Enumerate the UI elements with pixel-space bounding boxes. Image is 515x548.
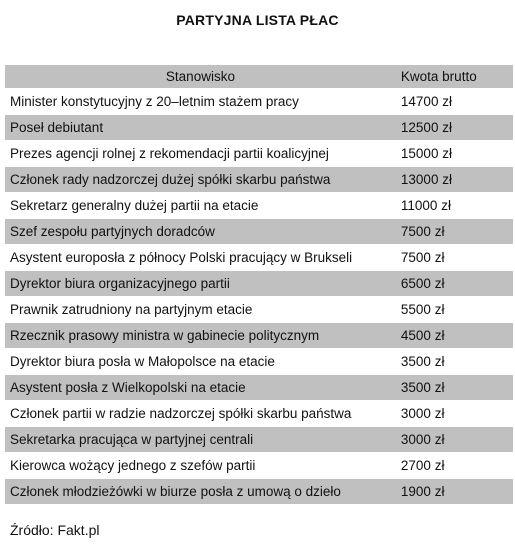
amount-cell: 2700 zł: [396, 453, 513, 479]
table-row: [5, 323, 513, 349]
table-row: [5, 115, 513, 141]
table-row: [5, 193, 513, 219]
position-cell: Prezes agencji rolnej z rekomendacji partii koalicyjnej: [5, 141, 396, 167]
position-cell: Minister konstytucyjny z 20–letnim stażem pracy: [5, 89, 396, 115]
position-cell: Dyrektor biura organizacyjnego partii: [5, 271, 396, 297]
amount-cell: 14700 zł: [396, 89, 513, 115]
position-cell: Sekretarka pracująca w partyjnej centrali: [5, 427, 396, 453]
table-row: [5, 453, 513, 479]
table-row: [5, 375, 513, 401]
amount-cell: 7500 zł: [396, 245, 513, 271]
position-cell: Członek rady nadzorczej dużej spółki skarbu państwa: [5, 167, 396, 193]
table-row: [5, 297, 513, 323]
column-header-position: Stanowisko: [5, 65, 396, 89]
position-cell: Członek partii w radzie nadzorczej spółki skarbu państwa: [5, 401, 396, 427]
amount-cell: 11000 zł: [396, 193, 513, 219]
position-cell: Dyrektor biura posła w Małopolsce na etacie: [5, 349, 396, 375]
position-cell: Asystent europosła z północy Polski pracujący w Brukseli: [5, 245, 396, 271]
table-row: [5, 271, 513, 297]
position-cell: Rzecznik prasowy ministra w gabinecie politycznym: [5, 323, 396, 349]
amount-cell: 12500 zł: [396, 115, 513, 141]
position-cell: Poseł debiutant: [5, 115, 396, 141]
amount-cell: 6500 zł: [396, 271, 513, 297]
amount-cell: 15000 zł: [396, 141, 513, 167]
table-row: [5, 479, 513, 505]
salary-table: [5, 65, 513, 504]
amount-cell: 5500 zł: [396, 297, 513, 323]
table-row: [5, 141, 513, 167]
position-cell: Kierowca wożący jednego z szefów partii: [5, 453, 396, 479]
position-cell: Członek młodzieżówki w biurze posła z umową o dzieło: [5, 479, 396, 505]
position-cell: Szef zespołu partyjnych doradców: [5, 219, 396, 245]
table-row: [5, 245, 513, 271]
amount-cell: 3500 zł: [396, 375, 513, 401]
table-row: [5, 219, 513, 245]
amount-cell: 4500 zł: [396, 323, 513, 349]
position-cell: Sekretarz generalny dużej partii na etacie: [5, 193, 396, 219]
table-header-row: [5, 65, 513, 89]
amount-cell: 3000 zł: [396, 401, 513, 427]
position-cell: Asystent posła z Wielkopolski na etacie: [5, 375, 396, 401]
amount-cell: 7500 zł: [396, 219, 513, 245]
source-note: Źródło: Fakt.pl: [10, 522, 100, 538]
column-header-amount: Kwota brutto: [396, 65, 513, 89]
table-row: [5, 167, 513, 193]
page-title: PARTYJNA LISTA PŁAC: [176, 12, 339, 28]
position-cell: Prawnik zatrudniony na partyjnym etacie: [5, 297, 396, 323]
amount-cell: 1900 zł: [396, 479, 513, 505]
table-row: [5, 427, 513, 453]
amount-cell: 13000 zł: [396, 167, 513, 193]
amount-cell: 3000 zł: [396, 427, 513, 453]
table-row: [5, 401, 513, 427]
table-row: [5, 349, 513, 375]
amount-cell: 3500 zł: [396, 349, 513, 375]
table-row: [5, 89, 513, 115]
